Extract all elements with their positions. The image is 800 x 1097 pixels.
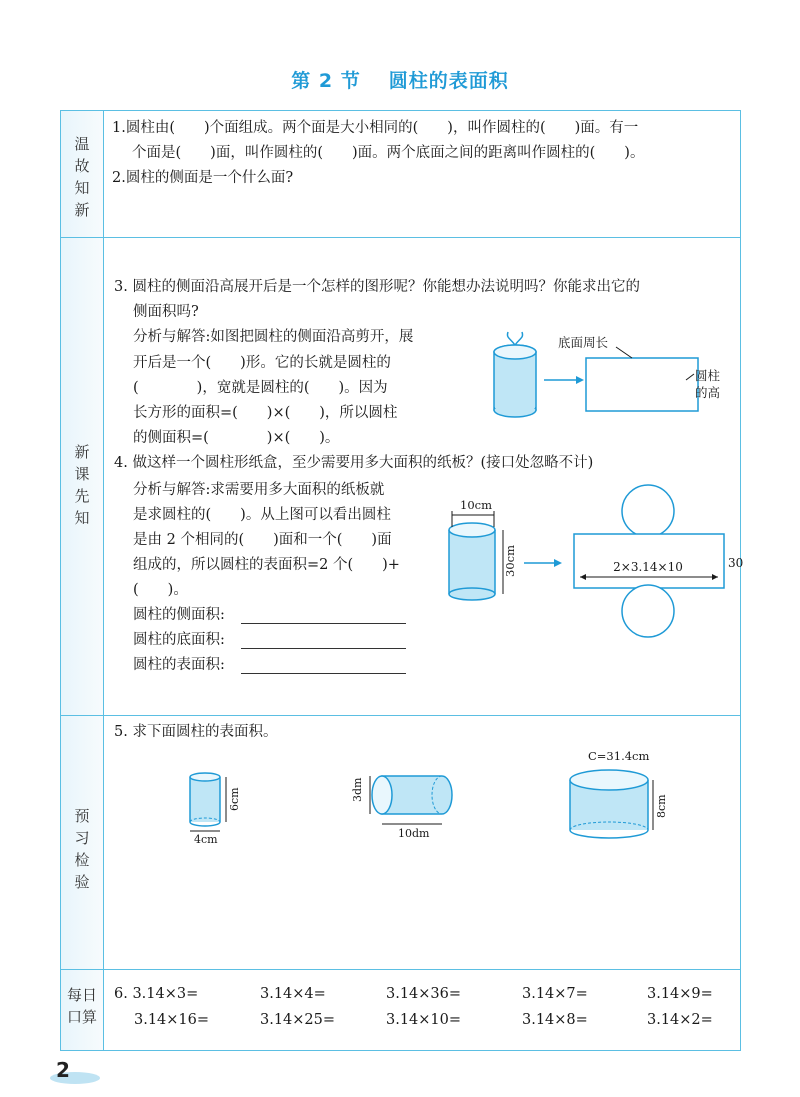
calc-r1-c4: 3.14×7= xyxy=(522,986,588,1002)
q3-side-label-1: 圆柱 xyxy=(695,368,721,383)
q3-answer-5: 的侧面积=( )×( )。 xyxy=(133,430,340,446)
q3-arrow-head xyxy=(576,376,584,384)
q4-answer-5: ( )。 xyxy=(133,582,188,598)
calc-r2-c3: 3.14×10= xyxy=(386,1012,462,1028)
page-number: 2 xyxy=(56,1058,70,1082)
q3-top-pointer xyxy=(616,347,632,358)
q1-line2: 个面是( )面，叫作圆柱的( )面。两个底面之间的距离叫作圆柱的( )。 xyxy=(132,145,645,161)
section-label-preview: 预 习 检 验 xyxy=(74,807,90,891)
calc-r1-c5: 3.14×9= xyxy=(647,986,713,1002)
q4-fill-total-label: 圆柱的表面积: xyxy=(133,657,225,673)
q4-answer-3: 是由 2 个相同的( )面和一个( )面 xyxy=(133,532,392,548)
q4-diameter-label: 10cm xyxy=(460,498,492,512)
q3-answer-2: 开后是一个( )形。它的长就是圆柱的 xyxy=(133,355,391,371)
q4-fill-lateral-label: 圆柱的侧面积: xyxy=(133,607,225,623)
q5-figure-1 xyxy=(180,765,250,845)
q4-height-label: 30cm xyxy=(503,545,517,577)
divider-preview xyxy=(61,969,740,970)
q4-arrow-head xyxy=(554,559,562,567)
page-title xyxy=(0,66,800,93)
q4-net-formula: 2×3.14×10 xyxy=(613,560,683,574)
q4-fill-base-line[interactable] xyxy=(241,648,406,649)
q3-side-label-2: 的高 xyxy=(695,385,721,400)
q4-line1: 4. 做这样一个圆柱形纸盒，至少需要用多大面积的纸板？(接口处忽略不计) xyxy=(114,455,594,471)
divider-review xyxy=(61,237,740,238)
q4-cylinder xyxy=(449,523,495,600)
q4-net-height-label: 30 xyxy=(728,556,744,570)
q3-line2: 侧面积吗? xyxy=(133,304,199,320)
q4-answer-2: 是求圆柱的( )。从上图可以看出圆柱 xyxy=(133,507,391,523)
q3-answer-4: 长方形的面积=( )×( )，所以圆柱 xyxy=(133,405,398,421)
q4-fill-lateral-line[interactable] xyxy=(241,623,406,624)
q3-answer-1: 分析与解答:如图把圆柱的侧面沿高剪开，展 xyxy=(133,329,414,345)
section-label-new: 新 课 先 知 xyxy=(74,443,90,527)
q3-rectangle xyxy=(586,358,698,411)
calc-r1-c2: 3.14×4= xyxy=(260,986,326,1002)
calc-r2-c4: 3.14×8= xyxy=(522,1012,588,1028)
q3-unroll-figure xyxy=(480,330,740,430)
q4-net-figure xyxy=(440,485,744,645)
q2-text: 2.圆柱的侧面是一个什么面? xyxy=(112,170,294,186)
divider-new xyxy=(61,715,740,716)
q3-answer-3: ( )，宽就是圆柱的( )。因为 xyxy=(133,380,388,396)
q4-net-top-circle xyxy=(622,485,674,537)
section-label-review: 温 故 知 新 xyxy=(74,135,90,219)
q1-line1: 1.圆柱由( )个面组成。两个面是大小相同的( )，叫作圆柱的( )面。有一 xyxy=(112,120,639,136)
calc-r2-c1: 3.14×16= xyxy=(134,1012,210,1028)
section-number: 第 2 节 xyxy=(291,70,361,92)
q4-answer-1: 分析与解答:求需要用多大面积的纸板就 xyxy=(133,482,385,498)
calc-r1-c1: 6. 3.14×3= xyxy=(114,986,199,1002)
q4-net-bottom-circle xyxy=(622,585,674,637)
q5-fig3-height: 8cm xyxy=(655,794,668,818)
q3-line1: 3. 圆柱的侧面沿高展开后是一个怎样的图形呢？你能想办法说明吗？你能求出它的 xyxy=(114,279,640,295)
q5-fig1-diameter: 4cm xyxy=(194,833,218,846)
q4-fill-base-label: 圆柱的底面积: xyxy=(133,632,225,648)
q5-line: 5. 求下面圆柱的表面积。 xyxy=(114,724,278,740)
q4-fill-total-line[interactable] xyxy=(241,673,406,674)
section-name: 圆柱的表面积 xyxy=(388,70,509,92)
calc-r2-c5: 3.14×2= xyxy=(647,1012,713,1028)
q3-top-label: 底面周长 xyxy=(558,335,609,350)
q5-figure-3 xyxy=(560,745,670,845)
q5-fig2-diameter: 3dm xyxy=(351,777,364,802)
q4-answer-4: 组成的，所以圆柱的表面积=2 个( )+ xyxy=(133,557,400,573)
q5-figure-2 xyxy=(346,770,466,840)
q5-fig1-height: 6cm xyxy=(228,787,241,811)
calc-r2-c2: 3.14×25= xyxy=(260,1012,336,1028)
section-label-daily: 每日 口算 xyxy=(66,986,97,1026)
q5-fig2-length: 10dm xyxy=(398,827,430,840)
calc-r1-c3: 3.14×36= xyxy=(386,986,462,1002)
q5-fig3-circ: C=31.4cm xyxy=(588,749,650,763)
q3-cylinder xyxy=(494,332,536,417)
section-sidebar xyxy=(61,111,104,1050)
